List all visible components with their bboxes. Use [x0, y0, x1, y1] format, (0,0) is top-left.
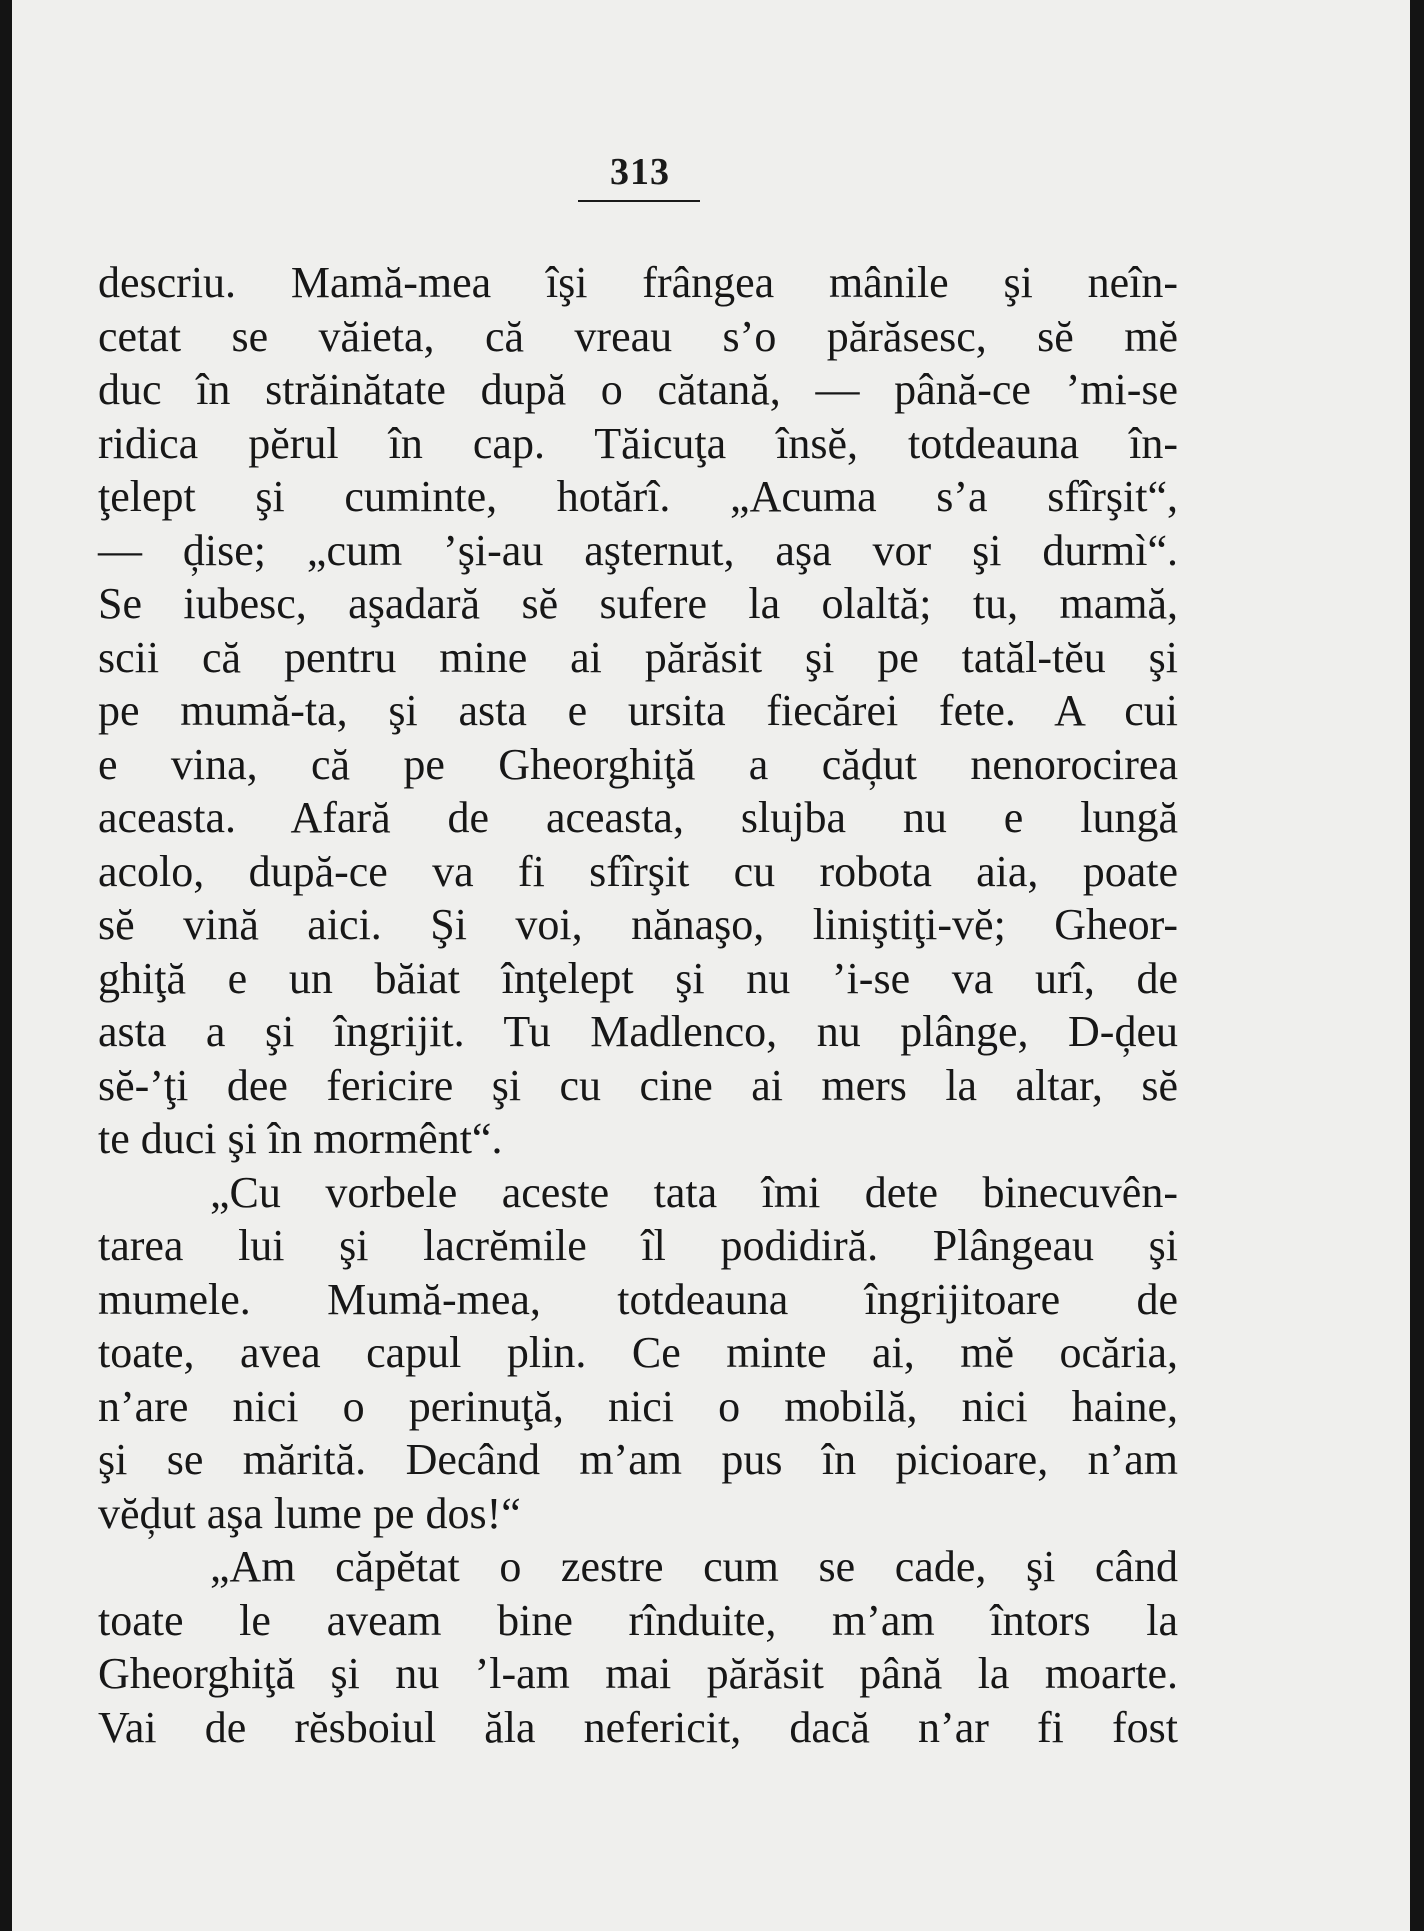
text-line: te duci şi în mormênt“.	[98, 1114, 503, 1163]
text-line: e vina, că pe Gheorghiţă a căḑut nenorocirea	[98, 739, 1178, 789]
text-line: vĕḑut aşa lume pe dos!“	[98, 1488, 521, 1538]
text-line: aceasta. Afară de aceasta, slujba nu e lungă	[98, 793, 1178, 842]
scan-right-edge	[1410, 0, 1424, 1931]
text-line: descriu. Mamă-mea îşi frângea mânile şi neîn-	[98, 258, 1178, 307]
page-number-rule	[578, 200, 700, 202]
text-line: tarea lui şi lacrĕmile îl podidiră. Plângeau şi	[98, 1221, 1178, 1270]
text-line: sĕ vină aici. Şi voi, nănaşo, liniştiţi-vĕ; Gheor-	[98, 900, 1178, 949]
text-line: ţelept şi cuminte, hotărî. „Acuma s’a sfîrşit“,	[98, 472, 1178, 521]
text-line: n’are nici o perinuţă, nici o mobilă, nici haine,	[98, 1381, 1178, 1431]
text-line: cetat se văieta, că vreau s’o părăsesc, sĕ mĕ	[98, 311, 1178, 361]
text-line: asta a şi îngrijit. Tu Madlenco, nu plânge, D-ḑeu	[98, 1007, 1178, 1056]
page-number: 313	[610, 151, 670, 193]
text-line: acolo, după-ce va fi sfîrşit cu robota aia, poate	[98, 846, 1178, 896]
text-line: toate, avea capul plin. Ce minte ai, mĕ ocăria,	[98, 1328, 1178, 1377]
text-line: toate le aveam bine rînduite, m’am întors la	[98, 1595, 1178, 1645]
text-line: Se iubesc, aşadară sĕ sufere la olaltă; tu, mamă,	[98, 579, 1178, 628]
text-line: scii că pentru mine ai părăsit şi pe tatăl-tĕu şi	[98, 632, 1178, 682]
text-line: ridica pĕrul în cap. Tăicuţa însĕ, totdeauna în-	[98, 418, 1178, 468]
text-line: „Cu vorbele aceste tata îmi dete binecuvên-	[210, 1167, 1178, 1217]
text-line: mumele. Mumă-mea, totdeauna îngrijitoare de	[98, 1274, 1178, 1324]
body-text	[98, 256, 1178, 1754]
text-line: ghiţă e un băiat înţelept şi nu ’i-se va urî, de	[98, 953, 1178, 1003]
text-line: duc în străinătate după o cătană, — până-ce ’mi-se	[98, 365, 1178, 414]
text-line: Gheorghiţă şi nu ’l-am mai părăsit până la moarte.	[98, 1649, 1178, 1698]
text-line: „Am căpĕtat o zestre cum se cade, şi când	[210, 1542, 1178, 1591]
text-line: — ḑise; „cum ’şi-au aşternut, aşa vor şi durmì“.	[98, 525, 1178, 575]
text-line: sĕ-’ţi dee fericire şi cu cine ai mers la altar, sĕ	[98, 1060, 1178, 1110]
text-line: Vai de rĕsboiul ăla nefericit, dacă n’ar fi fost	[98, 1702, 1178, 1752]
text-line: şi se mărită. Decând m’am pus în picioare, n’am	[98, 1435, 1178, 1484]
scan-left-edge	[0, 0, 12, 1931]
text-line: pe mumă-ta, şi asta e ursita fiecărei fete. A cui	[98, 686, 1178, 735]
